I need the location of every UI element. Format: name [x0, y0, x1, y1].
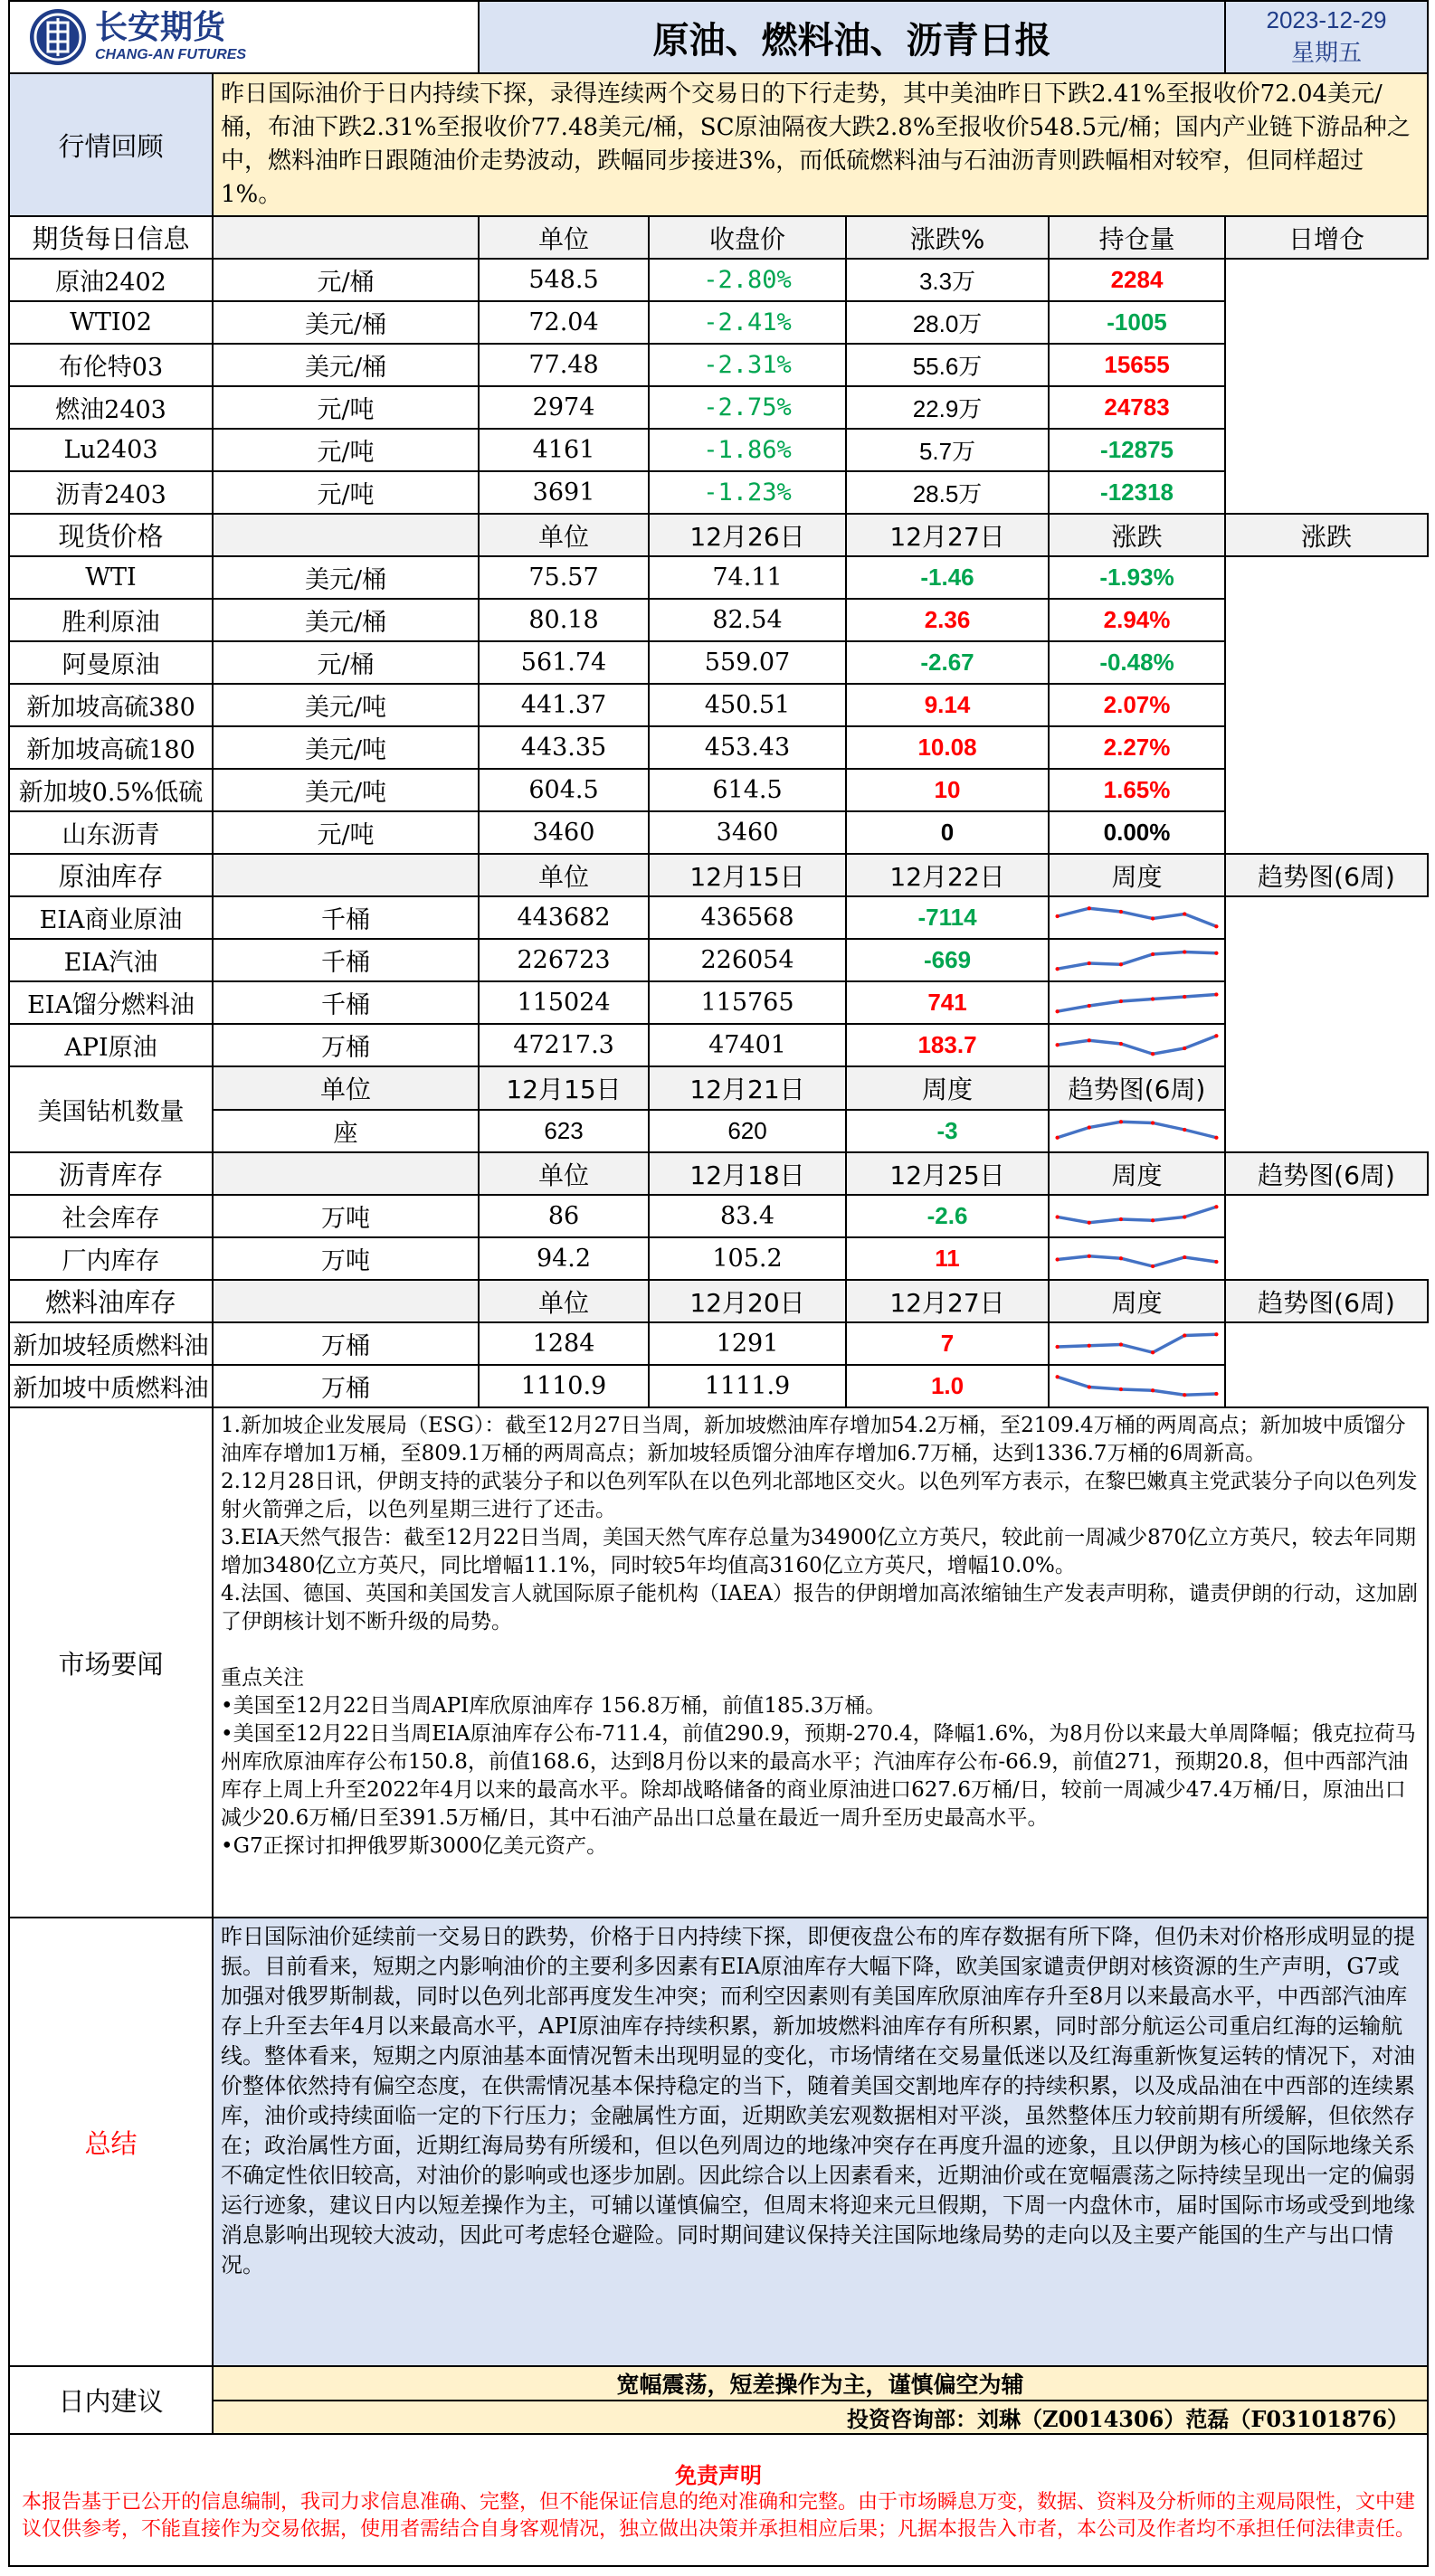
bitumen-inv-trend-sparkline	[1050, 1240, 1224, 1276]
crude-inv-item-name: EIA汽油	[9, 939, 213, 981]
trend-point-5	[1214, 1136, 1218, 1140]
spot-change-pct: 1.65%	[1049, 769, 1225, 811]
bitumen-inv-weekly-change: -2.6	[846, 1195, 1049, 1237]
fuel-inv-trend-cell	[1049, 1322, 1225, 1365]
futures-contract-name: 沥青2403	[9, 471, 213, 514]
bitumen-inv-value-d2: 105.2	[649, 1237, 846, 1280]
spot-row	[9, 726, 1428, 769]
rig-count-name: 美国钻机数量	[9, 1066, 213, 1152]
crude-inv-row	[9, 1024, 1428, 1066]
fuel-inv-row	[9, 1365, 1428, 1407]
trend-line	[1058, 909, 1217, 927]
bitumen-inv-row	[9, 1195, 1428, 1237]
futures-change-pct: -2.80%	[649, 259, 846, 301]
trend-point-5	[1214, 993, 1218, 997]
trend-point-2	[1119, 910, 1123, 914]
crude-inv-value-d1: 226723	[479, 939, 649, 981]
bitumen-header-trend: 趋势图(6周)	[1225, 1152, 1428, 1195]
summary-label: 总结	[9, 1918, 213, 2366]
spot-unit: 元/吨	[213, 811, 479, 854]
spot-product-name: 新加坡0.5%低硫	[9, 769, 213, 811]
disclaimer-cell	[9, 2434, 1428, 2566]
trend-line	[1058, 952, 1217, 970]
spot-row	[9, 556, 1428, 599]
spot-price-d2: 450.51	[649, 684, 846, 726]
trend-point-1	[1088, 1221, 1091, 1225]
spot-price-d2: 453.43	[649, 726, 846, 769]
futures-close: 548.5	[479, 259, 649, 301]
futures-label: 期货每日信息	[9, 216, 213, 259]
futures-header-blank	[213, 216, 479, 259]
spot-price-d2: 74.11	[649, 556, 846, 599]
rig-trend-cell	[1049, 1110, 1225, 1152]
spot-change-pct: 2.07%	[1049, 684, 1225, 726]
company-name-cn: 长安期货	[95, 9, 226, 46]
news-label: 市场要闻	[9, 1407, 213, 1918]
fuel-inv-unit: 万桶	[213, 1365, 479, 1407]
futures-unit: 美元/桶	[213, 301, 479, 344]
trend-point-1	[1088, 906, 1091, 910]
futures-header-unit: 单位	[479, 216, 649, 259]
trend-point-1	[1088, 1126, 1091, 1130]
bitumen-header-blank	[213, 1152, 479, 1195]
news-paragraph: 3.EIA天然气报告：截至12月22日当周，美国天然气库存总量为34900亿立方英尺，较此前一周减少870亿立方英尺，较去年同期增加3480亿立方英尺，同比增幅11.1%，同时较5年均值高3160亿立方英尺，增幅10.0%。	[221, 1526, 1417, 1577]
futures-daily-oi-change: 24783	[1049, 386, 1225, 429]
spot-change-pct: 2.94%	[1049, 599, 1225, 641]
crude-inv-trend-cell	[1049, 896, 1225, 939]
crude-inv-item-name: EIA馏分燃料油	[9, 981, 213, 1024]
fuel-inv-item-name: 新加坡轻质燃料油	[9, 1322, 213, 1365]
bitumen-inv-value-d1: 94.2	[479, 1237, 649, 1280]
trend-point-3	[1151, 998, 1155, 1001]
crude-inv-weekly-change: 183.7	[846, 1024, 1049, 1066]
bitumen-header-unit: 单位	[479, 1152, 649, 1195]
spot-unit: 美元/桶	[213, 556, 479, 599]
fuel-header-chg: 周度	[1049, 1280, 1225, 1322]
fuel-inv-weekly-change: 1.0	[846, 1365, 1049, 1407]
futures-close: 4161	[479, 429, 649, 471]
futures-close: 77.48	[479, 344, 649, 386]
futures-daily-oi-change: 2284	[1049, 259, 1225, 301]
trend-point-0	[1055, 1345, 1059, 1349]
trend-point-5	[1214, 1392, 1218, 1396]
rig-unit: 座	[213, 1110, 479, 1152]
trend-point-3	[1151, 1218, 1155, 1222]
futures-row	[9, 386, 1428, 429]
trend-point-3	[1151, 1122, 1155, 1125]
advice-text: 宽幅震荡，短差操作为主，谨慎偏空为辅	[213, 2366, 1428, 2401]
futures-row	[9, 471, 1428, 514]
crude-inv-trend-sparkline	[1050, 1027, 1224, 1063]
bitumen-inv-row	[9, 1237, 1428, 1280]
trend-point-5	[1214, 1205, 1218, 1208]
trend-point-5	[1214, 1034, 1218, 1037]
crude-header-d1: 12月15日	[649, 854, 846, 896]
crude-inv-row	[9, 981, 1428, 1024]
trend-point-4	[1183, 913, 1186, 916]
rig-header-unit: 单位	[213, 1066, 479, 1110]
fuel-inv-trend-sparkline	[1050, 1368, 1224, 1404]
futures-open-interest: 55.6万	[846, 344, 1049, 386]
crude-inv-weekly-change: -669	[846, 939, 1049, 981]
rig-header-d1: 12月15日	[479, 1066, 649, 1110]
spot-price-d2: 559.07	[649, 641, 846, 684]
trend-point-3	[1151, 1350, 1155, 1354]
spot-change: 0	[846, 811, 1049, 854]
spot-row	[9, 641, 1428, 684]
futures-open-interest: 3.3万	[846, 259, 1049, 301]
spot-change: 9.14	[846, 684, 1049, 726]
report-title: 原油、燃料油、沥青日报	[479, 1, 1225, 73]
crude-header-chg: 周度	[1049, 854, 1225, 896]
bitumen-inv-value-d1: 86	[479, 1195, 649, 1237]
crude-header-d2: 12月22日	[846, 854, 1049, 896]
bitumen-inv-item-name: 厂内库存	[9, 1237, 213, 1280]
spot-price-d1: 604.5	[479, 769, 649, 811]
crude-inv-weekly-change: -7114	[846, 896, 1049, 939]
spot-price-d2: 3460	[649, 811, 846, 854]
fuel-inv-trend-cell	[1049, 1365, 1225, 1407]
crude-inv-unit: 千桶	[213, 896, 479, 939]
summary-text: 昨日国际油价延续前一交易日的跌势，价格于日内持续下探，即便夜盘公布的库存数据有所下降，但仍未对价格形成明显的提振。目前看来，短期之内影响油价的主要利多因素有EIA原油库存大幅下降，欧美国家谴责伊朗对核资源的生产声明，G7或加强对俄罗斯制裁，同时以色列北部再度发生冲突；而利空因素则有美国库欣原油库存升至8月以来最高水平，中西部汽油库存上升至去年4月以来最高水平，API原油库存持续积累，新加坡燃料油库存有所积累，同时部分航运公司重启红海的运输航线。整体看来，短期之内原油基本面情况暂未出现明显的变化，市场情绪在交易量低迷以及红海重新恢复运转的情况下，对油价整体依然持有偏空态度，在供需情况基本保持稳定的当下，随着美国交割地库存的持续积累，以及成品油在中西部的连续累库，油价或持续面临一定的下行压力；金融属性方面，近期欧美宏观数据相对平淡，虽然整体压力较前期有所缓解，但依然存在；政治属性方面，近期红海局势有所缓和，但以色列周边的地缘冲突存在再度升温的迹象，且以伊朗为核心的国际地缘关系不确定性依旧较高，对油价的影响或也逐步加剧。因此综合以上因素看来，近期油价或在宽幅震荡之际持续呈现出一定的偏弱运行迹象，建议日内以短差操作为主，可辅以谨慎偏空，但周末将迎来元旦假期，下周一内盘休市，届时国际市场或受到地缘消息影响出现较大波动，因此可考虑轻仓避险。同时期间建议保持关注国际地缘局势的走向以及主要产能国的生产与出口情况。	[213, 1918, 1428, 2366]
review-label: 行情回顾	[9, 73, 213, 216]
spot-change: -1.46	[846, 556, 1049, 599]
futures-unit: 美元/桶	[213, 344, 479, 386]
spot-product-name: 阿曼原油	[9, 641, 213, 684]
news-paragraph: 1.新加坡企业发展局（ESG）：截至12月27日当周，新加坡燃油库存增加54.2万桶，至2109.4万桶的两周高点；新加坡中质馏分油库存增加1万桶，至809.1万桶的两周高点；新加坡轻质馏分油库存增加6.7万桶，达到1336.7万桶的6周新高。	[221, 1414, 1406, 1465]
spot-price-d1: 3460	[479, 811, 649, 854]
rig-d2: 620	[649, 1110, 846, 1152]
trend-point-0	[1055, 967, 1059, 971]
spot-change: 10	[846, 769, 1049, 811]
trend-point-4	[1183, 1046, 1186, 1050]
bitumen-inv-weekly-change: 11	[846, 1237, 1049, 1280]
trend-point-1	[1088, 1004, 1091, 1008]
spot-price-d1: 80.18	[479, 599, 649, 641]
futures-contract-name: 燃油2403	[9, 386, 213, 429]
trend-point-2	[1119, 999, 1123, 1003]
bitumen-inv-unit: 万吨	[213, 1237, 479, 1280]
trend-point-0	[1055, 1136, 1059, 1140]
fuel-header-trend: 趋势图(6周)	[1225, 1280, 1428, 1322]
spot-row	[9, 811, 1428, 854]
crude-header-unit: 单位	[479, 854, 649, 896]
crude-inv-trend-sparkline	[1050, 899, 1224, 935]
futures-row	[9, 301, 1428, 344]
spot-label: 现货价格	[9, 514, 213, 556]
trend-point-4	[1183, 1393, 1186, 1397]
spot-product-name: 新加坡高硫180	[9, 726, 213, 769]
fuel-inv-item-name: 新加坡中质燃料油	[9, 1365, 213, 1407]
crude-header-blank	[213, 854, 479, 896]
futures-change-pct: -1.86%	[649, 429, 846, 471]
bitumen-header-d2: 12月25日	[846, 1152, 1049, 1195]
rig-trend-sparkline	[1050, 1113, 1224, 1149]
trend-point-4	[1183, 1334, 1186, 1338]
crude-inv-unit: 万桶	[213, 1024, 479, 1066]
futures-change-pct: -2.41%	[649, 301, 846, 344]
crude-inv-value-d2: 226054	[649, 939, 846, 981]
fuel-header-unit: 单位	[479, 1280, 649, 1322]
report-table	[8, 0, 1429, 2567]
crude-inv-unit: 千桶	[213, 981, 479, 1024]
report-weekday: 星期五	[1291, 40, 1363, 67]
news-paragraph: •美国至12月22日当周API库欣原油库存 156.8万桶，前值185.3万桶。	[221, 1694, 887, 1718]
bitumen-inv-trend-cell	[1049, 1195, 1225, 1237]
crude-inv-value-d1: 443682	[479, 896, 649, 939]
futures-unit: 元/吨	[213, 429, 479, 471]
fuel-header-d2: 12月27日	[846, 1280, 1049, 1322]
spot-price-d1: 441.37	[479, 684, 649, 726]
crude-inv-value-d1: 47217.3	[479, 1024, 649, 1066]
trend-line	[1058, 995, 1217, 1012]
spot-price-d1: 443.35	[479, 726, 649, 769]
report-date: 2023-12-29	[1266, 6, 1387, 33]
rig-weekly-change: -3	[846, 1110, 1049, 1152]
bitumen-inv-unit: 万吨	[213, 1195, 479, 1237]
crude-inv-trend-cell	[1049, 1024, 1225, 1066]
trend-point-3	[1151, 1052, 1155, 1056]
trend-point-1	[1088, 1344, 1091, 1348]
futures-row	[9, 259, 1428, 301]
news-paragraph: •美国至12月22日当周EIA原油库存公布-711.4，前值290.9，预期-270.4，降幅1.6%，为8月份以来最大单周降幅；俄克拉荷马州库欣原油库存公布150.8，前值168.6，达到8月份以来的最高水平；汽油库存公布-66.9，前值271，预期20.8，但中西部汽油库存上周上升至2022年4月以来的最高水平。除却战略储备的商业原油进口627.6万桶/日，较前一周减少47.4万桶/日，原油出口减少20.6万桶/日至391.5万桶/日，其中石油产品出口总量在最近一周升至历史最高水平。	[221, 1722, 1416, 1830]
spot-unit: 元/桶	[213, 641, 479, 684]
date-cell	[1225, 1, 1428, 73]
company-logo-icon	[28, 7, 88, 67]
futures-open-interest: 5.7万	[846, 429, 1049, 471]
futures-daily-oi-change: 15655	[1049, 344, 1225, 386]
fuel-inv-weekly-change: 7	[846, 1322, 1049, 1365]
futures-contract-name: WTI02	[9, 301, 213, 344]
rig-header-trend: 趋势图(6周)	[1049, 1066, 1225, 1110]
trend-point-2	[1119, 1256, 1123, 1260]
trend-point-0	[1055, 1009, 1059, 1013]
trend-point-4	[1183, 995, 1186, 999]
futures-change-pct: -2.75%	[649, 386, 846, 429]
fuel-header-blank	[213, 1280, 479, 1322]
crude-inv-item-name: API原油	[9, 1024, 213, 1066]
fuel-inv-value-d1: 1110.9	[479, 1365, 649, 1407]
spot-unit: 美元/桶	[213, 599, 479, 641]
futures-header-close: 收盘价	[649, 216, 846, 259]
news-paragraph	[221, 1636, 1420, 1664]
news-paragraph: •G7正探讨扣押俄罗斯3000亿美元资产。	[221, 1834, 608, 1858]
bitumen-inv-value-d2: 83.4	[649, 1195, 846, 1237]
futures-close: 2974	[479, 386, 649, 429]
spot-change-pct: -1.93%	[1049, 556, 1225, 599]
spot-product-name: 山东沥青	[9, 811, 213, 854]
fuel-inv-row	[9, 1322, 1428, 1365]
futures-open-interest: 28.5万	[846, 471, 1049, 514]
futures-close: 3691	[479, 471, 649, 514]
review-text: 昨日国际油价于日内持续下探，录得连续两个交易日的下行走势，其中美油昨日下跌2.41%至报收价72.04美元/桶，布油下跌2.31%至报收价77.48美元/桶，SC原油隔夜大跌2.8%至报收价548.5元/桶；国内产业链下游品种之中，燃料油昨日跟随油价走势波动，跌幅同步接进3%，而低硫燃料油与石油沥青则跌幅相对较窄，但同样超过1%。	[213, 73, 1428, 216]
trend-point-4	[1183, 1255, 1186, 1259]
bitumen-inv-label: 沥青库存	[9, 1152, 213, 1195]
futures-change-pct: -2.31%	[649, 344, 846, 386]
spot-product-name: 胜利原油	[9, 599, 213, 641]
trend-point-5	[1214, 952, 1218, 955]
bitumen-inv-trend-sparkline	[1050, 1198, 1224, 1234]
trend-line	[1058, 1037, 1217, 1055]
trend-point-0	[1055, 1258, 1059, 1262]
spot-unit: 美元/吨	[213, 684, 479, 726]
trend-point-0	[1055, 914, 1059, 918]
logo-cell	[9, 1, 479, 73]
trend-point-0	[1055, 1216, 1059, 1219]
trend-point-0	[1055, 1043, 1059, 1046]
news-paragraphs	[221, 1412, 1420, 1861]
trend-point-5	[1214, 1332, 1218, 1336]
fuel-inv-trend-sparkline	[1050, 1325, 1224, 1361]
spot-price-d2: 82.54	[649, 599, 846, 641]
fuel-inv-value-d1: 1284	[479, 1322, 649, 1365]
crude-inv-unit: 千桶	[213, 939, 479, 981]
spot-change-pct: 2.27%	[1049, 726, 1225, 769]
trend-line	[1058, 1378, 1217, 1396]
spot-unit: 美元/吨	[213, 726, 479, 769]
trend-point-2	[1119, 962, 1123, 966]
spot-change: 10.08	[846, 726, 1049, 769]
trend-point-3	[1151, 1388, 1155, 1392]
trend-point-1	[1088, 1038, 1091, 1042]
spot-change: 2.36	[846, 599, 1049, 641]
trend-point-2	[1119, 1343, 1123, 1347]
spot-header-d1: 12月26日	[649, 514, 846, 556]
spot-product-name: 新加坡高硫380	[9, 684, 213, 726]
rig-header-d2: 12月21日	[649, 1066, 846, 1110]
crude-inv-trend-sparkline	[1050, 942, 1224, 978]
trend-point-4	[1183, 1128, 1186, 1132]
crude-inv-trend-sparkline	[1050, 984, 1224, 1020]
trend-point-3	[1151, 952, 1155, 956]
crude-inv-weekly-change: 741	[846, 981, 1049, 1024]
trend-point-4	[1183, 951, 1186, 954]
futures-contract-name: Lu2403	[9, 429, 213, 471]
fuel-inv-value-d2: 1111.9	[649, 1365, 846, 1407]
trend-line	[1058, 1208, 1217, 1223]
spot-change-pct: 0.00%	[1049, 811, 1225, 854]
fuel-inv-value-d2: 1291	[649, 1322, 846, 1365]
futures-open-interest: 22.9万	[846, 386, 1049, 429]
crude-inv-trend-cell	[1049, 939, 1225, 981]
fuel-inv-label: 燃料油库存	[9, 1280, 213, 1322]
news-paragraph: 重点关注	[221, 1666, 304, 1690]
crude-inv-trend-cell	[1049, 981, 1225, 1024]
advice-label: 日内建议	[9, 2366, 213, 2434]
rig-d1: 623	[479, 1110, 649, 1152]
crude-inv-value-d2: 115765	[649, 981, 846, 1024]
trend-point-2	[1119, 1120, 1123, 1123]
futures-row	[9, 344, 1428, 386]
trend-point-1	[1088, 1386, 1091, 1389]
futures-header-doi: 日增仓	[1225, 216, 1428, 259]
trend-point-3	[1151, 1264, 1155, 1268]
crude-inv-item-name: EIA商业原油	[9, 896, 213, 939]
news-paragraph: 2.12月28日讯，伊朗支持的武装分子和以色列军队在以色列北部地区交火。以色列军方表示，在黎巴嫩真主党武装分子向以色列发射火箭弹之后，以色列星期三进行了还击。	[221, 1470, 1418, 1521]
spot-change-pct: -0.48%	[1049, 641, 1225, 684]
spot-header-chg: 涨跌	[1049, 514, 1225, 556]
trend-point-1	[1088, 1255, 1091, 1258]
spot-change: -2.67	[846, 641, 1049, 684]
crude-inv-value-d1: 115024	[479, 981, 649, 1024]
spot-product-name: WTI	[9, 556, 213, 599]
spot-price-d1: 561.74	[479, 641, 649, 684]
trend-point-1	[1088, 961, 1091, 965]
trend-point-2	[1119, 1387, 1123, 1391]
futures-change-pct: -1.23%	[649, 471, 846, 514]
trend-point-4	[1183, 1216, 1186, 1219]
futures-unit: 元/吨	[213, 386, 479, 429]
spot-price-d2: 614.5	[649, 769, 846, 811]
trend-point-5	[1214, 924, 1218, 928]
crude-inv-row	[9, 896, 1428, 939]
company-name-en: CHANG-AN FUTURES	[95, 47, 247, 62]
futures-unit: 元/吨	[213, 471, 479, 514]
trend-line	[1058, 1256, 1217, 1266]
crude-inv-value-d2: 47401	[649, 1024, 846, 1066]
spot-unit: 美元/吨	[213, 769, 479, 811]
futures-daily-oi-change: -1005	[1049, 301, 1225, 344]
trend-point-2	[1119, 1217, 1123, 1221]
fuel-header-d1: 12月20日	[649, 1280, 846, 1322]
spot-header-pct: 涨跌	[1225, 514, 1428, 556]
contact-info: 投资咨询部：刘琳（Z0014306）范磊（F03101876）	[213, 2401, 1428, 2434]
spot-row	[9, 684, 1428, 726]
fuel-inv-unit: 万桶	[213, 1322, 479, 1365]
news-paragraph: 4.法国、德国、英国和美国发言人就国际原子能机构（IAEA）报告的伊朗增加高浓缩铀生产发表声明称，谴责伊朗的行动，这加剧了伊朗核计划不断升级的局势。	[221, 1582, 1419, 1634]
disclaimer-text: 本报告基于已公开的信息编制，我司力求信息准确、完整，但不能保证信息的绝对准确和完整。由于市场瞬息万变，数据、资料及分析师的主观局限性，文中建议仅供参考，不能直接作为交易依据，使用者需结合自身客观情况，独立做出决策并承担相应后果；凡据本报告入市者，本公司及作者均不承担任何法律责任。	[22, 2490, 1416, 2541]
trend-point-5	[1214, 1260, 1218, 1264]
futures-daily-oi-change: -12875	[1049, 429, 1225, 471]
trend-point-3	[1151, 917, 1155, 921]
futures-contract-name: 布伦特03	[9, 344, 213, 386]
futures-open-interest: 28.0万	[846, 301, 1049, 344]
crude-inv-value-d2: 436568	[649, 896, 846, 939]
spot-header-d2: 12月27日	[846, 514, 1049, 556]
spot-row	[9, 769, 1428, 811]
bitumen-header-chg: 周度	[1049, 1152, 1225, 1195]
futures-daily-oi-change: -12318	[1049, 471, 1225, 514]
crude-inv-label: 原油库存	[9, 854, 213, 896]
futures-header-chg: 涨跌%	[846, 216, 1049, 259]
crude-header-trend: 趋势图(6周)	[1225, 854, 1428, 896]
disclaimer-title: 免责声明	[675, 2461, 762, 2488]
bitumen-inv-item-name: 社会库存	[9, 1195, 213, 1237]
news-content	[213, 1407, 1428, 1918]
futures-header-oi: 持仓量	[1049, 216, 1225, 259]
spot-header-blank	[213, 514, 479, 556]
futures-close: 72.04	[479, 301, 649, 344]
report-page	[8, 0, 1427, 2567]
spot-row	[9, 599, 1428, 641]
futures-unit: 元/桶	[213, 259, 479, 301]
trend-point-0	[1055, 1375, 1059, 1378]
spot-header-unit: 单位	[479, 514, 649, 556]
crude-inv-row	[9, 939, 1428, 981]
trend-line	[1058, 1122, 1217, 1138]
trend-point-2	[1119, 1042, 1123, 1046]
bitumen-header-d1: 12月18日	[649, 1152, 846, 1195]
futures-row	[9, 429, 1428, 471]
rig-header-chg: 周度	[846, 1066, 1049, 1110]
trend-line	[1058, 1335, 1217, 1353]
bitumen-inv-trend-cell	[1049, 1237, 1225, 1280]
futures-contract-name: 原油2402	[9, 259, 213, 301]
spot-price-d1: 75.57	[479, 556, 649, 599]
